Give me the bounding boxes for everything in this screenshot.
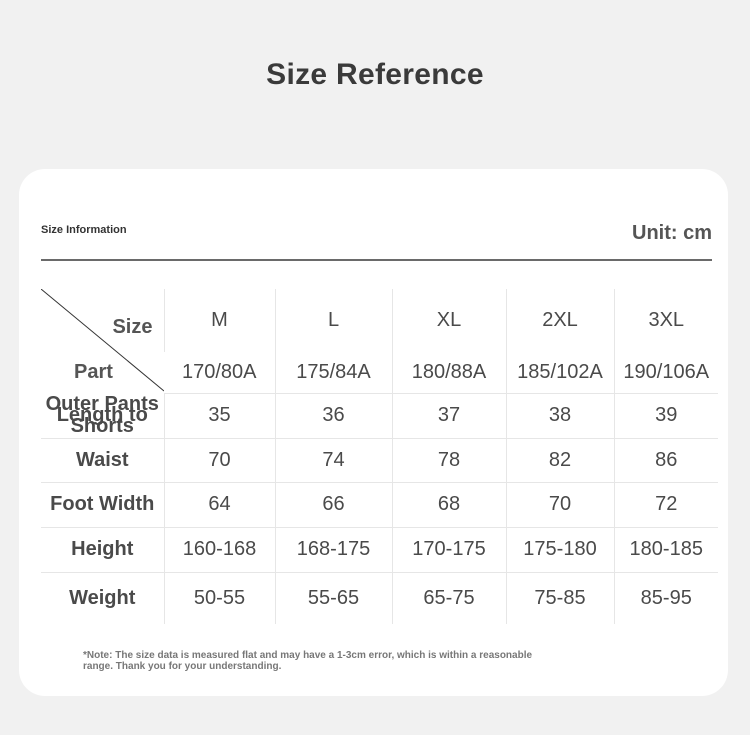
table-cell: 64 <box>164 482 275 527</box>
corner-size-label: Size <box>112 316 153 338</box>
table-cell: 66 <box>275 482 392 527</box>
table-cell: 55-65 <box>275 572 392 624</box>
table-cell: 65-75 <box>392 572 506 624</box>
row-label: Height <box>41 527 164 572</box>
page-title: Size Reference <box>266 58 484 91</box>
table-cell: 37 <box>392 393 506 438</box>
table-cell: 85-95 <box>614 572 718 624</box>
table-cell: 68 <box>392 482 506 527</box>
size-l: L <box>275 289 392 352</box>
code-l: 175/84A <box>275 352 392 393</box>
table-cell: 160-168 <box>164 527 275 572</box>
size-card <box>19 169 728 696</box>
size-table <box>41 289 718 624</box>
code-3xl: 190/106A <box>614 352 718 393</box>
row-label: Weight <box>69 586 136 609</box>
size-xl: XL <box>392 289 506 352</box>
table-cell: 50-55 <box>164 572 275 624</box>
table-cell: 70 <box>506 482 614 527</box>
table-cell: 78 <box>392 438 506 482</box>
table-cell: 82 <box>506 438 614 482</box>
row-label: Outer Pants Length to Shorts <box>41 393 164 438</box>
table-row-weight <box>41 572 718 624</box>
size-2xl: 2XL <box>506 289 614 352</box>
table-cell: 170-175 <box>392 527 506 572</box>
header-divider <box>41 259 712 261</box>
table-cell: 35 <box>164 393 275 438</box>
table-row-waist <box>41 438 718 482</box>
size-3xl: 3XL <box>614 289 718 352</box>
table-cell: 72 <box>614 482 718 527</box>
table-cell: 180-185 <box>614 527 718 572</box>
table-row-outer-pants-length <box>41 393 718 438</box>
table-cell: 86 <box>614 438 718 482</box>
table-cell: 75-85 <box>506 572 614 624</box>
table-cell: 39 <box>614 393 718 438</box>
size-information-label: Size Information <box>41 224 127 236</box>
corner-cell <box>41 289 164 393</box>
table-cell: 36 <box>275 393 392 438</box>
table-row-foot-width <box>41 482 718 527</box>
code-xl: 180/88A <box>392 352 506 393</box>
corner-part-label: Part <box>74 361 113 383</box>
row-label: Foot Width <box>41 482 164 527</box>
table-cell: 175-180 <box>506 527 614 572</box>
size-m: M <box>164 289 275 352</box>
table-cell: 70 <box>164 438 275 482</box>
table-cell: 168-175 <box>275 527 392 572</box>
code-m: 170/80A <box>164 352 275 393</box>
table-cell: 38 <box>506 393 614 438</box>
size-note: *Note: The size data is measured flat and may have a 1-3cm error, which is within a reasonable range. Thank you for your understanding. <box>83 650 533 672</box>
row-label: Waist <box>41 438 164 482</box>
unit-label: Unit: cm <box>632 222 712 244</box>
code-2xl: 185/102A <box>506 352 614 393</box>
size-header-row <box>41 289 718 352</box>
table-cell: 74 <box>275 438 392 482</box>
table-row-height <box>41 527 718 572</box>
